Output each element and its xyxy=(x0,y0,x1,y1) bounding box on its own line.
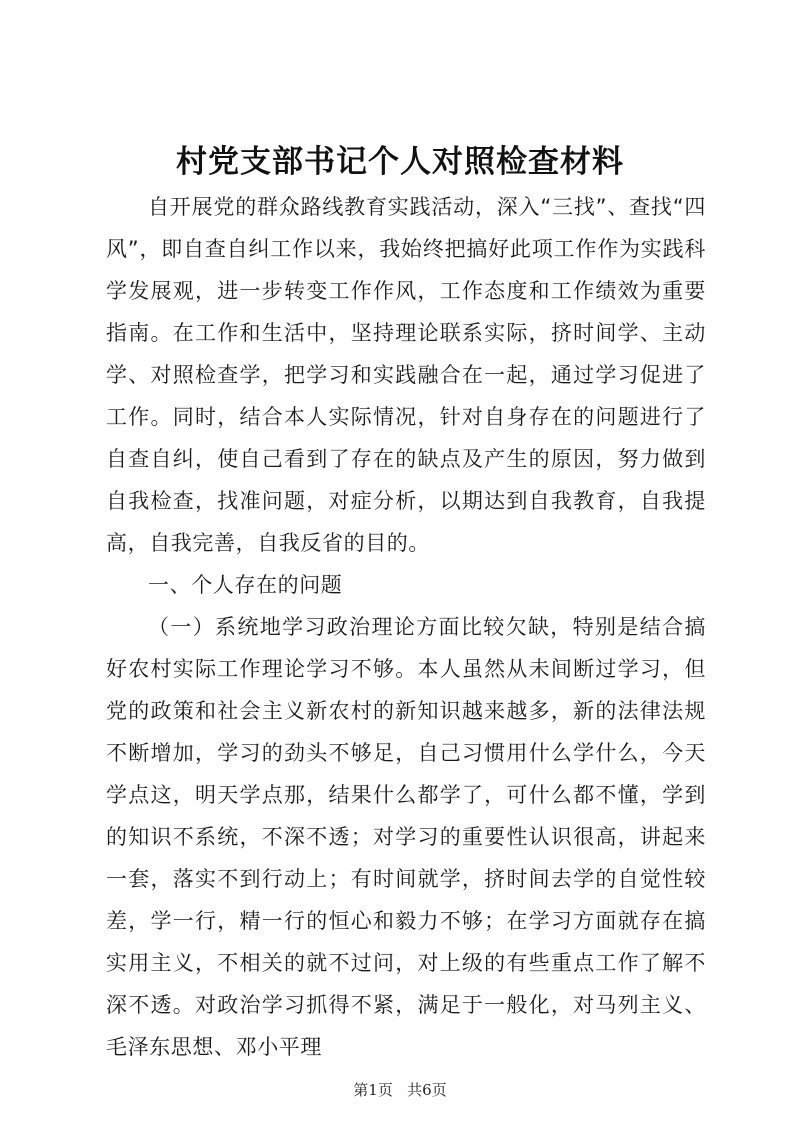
intro-paragraph: 自开展党的群众路线教育实践活动，深入“三找”、查找“四风”，即自查自纠工作以来，我始终把搞好此项工作作为实践科学发展观，进一步转变工作作风，工作态度和工作绩效为重要指南。在工作和生活中，坚持理论联系实际，挤时间学、主动学、对照检查学，把学习和实践融合在一起，通过学习促进了工作。同时，结合本人实际情况，针对自身存在的问题进行了自查自纠，使自己看到了存在的缺点及产生的原因，努力做到自我检查，找准问题，对症分析，以期达到自我教育，自我提高，自我完善，自我反省的目的。 xyxy=(106,195,706,555)
section-heading: 一、个人存在的问题 xyxy=(148,573,343,597)
page-number: 第1页 xyxy=(353,1081,393,1099)
page-total: 共6页 xyxy=(407,1081,447,1099)
page-separator xyxy=(398,1081,403,1099)
document-body xyxy=(106,186,706,1068)
page-footer xyxy=(0,1080,800,1100)
subsection-paragraph: （一）系统地学习政治理论方面比较欠缺，特别是结合搞好农村实际工作理论学习不够。本人虽然从未间断过学习，但党的政策和社会主义新农村的新知识越来越多，新的法律法规不断增加，学习的劲头不够足，自己习惯用什么学什么，今天学点这，明天学点那，结果什么都学了，可什么都不懂，学到的知识不系统，不深不透；对学习的重要性认识很高，讲起来一套，落实不到行动上；有时间就学，挤时间去学的自觉性较差，学一行，精一行的恒心和毅力不够；在学习方面就存在搞实用主义，不相关的就不过问，对上级的有些重点工作了解不深不透。对政治学习抓得不紧，满足于一般化，对马列主义、毛泽东思想、邓小平理 xyxy=(106,615,706,1059)
document-title: 村党支部书记个人对照检查材料 xyxy=(176,144,624,180)
